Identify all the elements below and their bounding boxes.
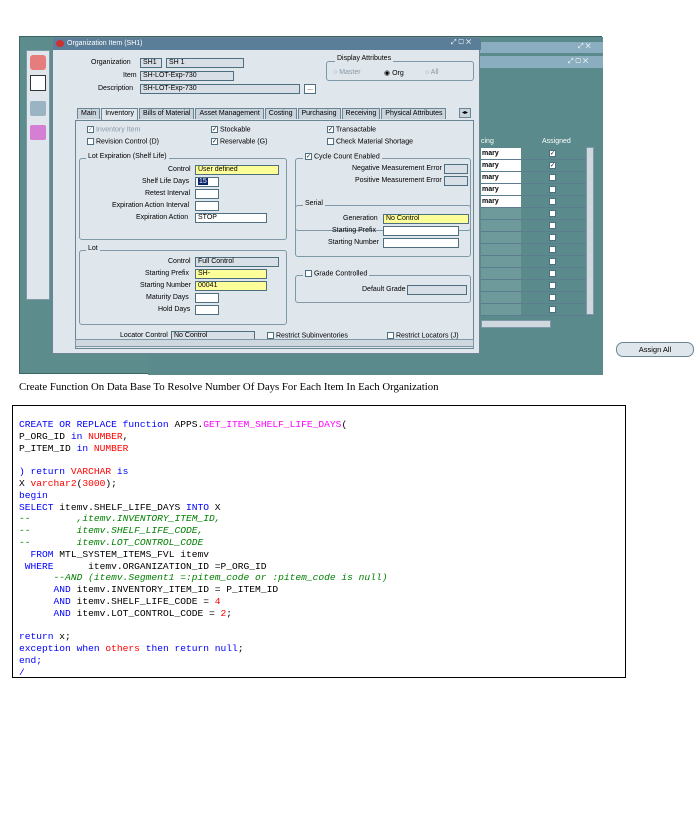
code-line-15 [19,596,221,607]
sql-code-block [12,405,626,678]
expr: itemv.SHELF_LIFE_DAYS [53,501,186,513]
pricing-cell[interactable]: mary [481,172,521,183]
table-row[interactable] [481,256,591,268]
assigned-checkbox[interactable] [549,174,556,181]
cycle-count-checkbox[interactable] [303,153,382,160]
cycle-count-title: Cycle Count Enabled [313,153,380,161]
hold-days-label: Hold Days [158,306,191,313]
stockable-checkbox[interactable] [211,126,251,133]
pricing-cell[interactable] [481,220,521,231]
assigned-checkbox[interactable] [549,198,556,205]
cycle-count-check-icon: ✓ [306,154,312,160]
paren: ( [341,419,348,430]
pricing-cell[interactable] [481,304,521,315]
assigned-checkbox[interactable]: ✓ [550,163,556,169]
shelf-life-days-field[interactable] [195,177,219,187]
assigned-checkbox[interactable] [549,246,556,253]
pricing-cell[interactable]: mary [481,148,521,159]
restrict-subinventories-box [267,332,274,339]
punct: ; [237,643,244,655]
tab-main[interactable]: Main [77,108,100,119]
kw: AND [19,607,71,619]
expr: x; [53,631,71,643]
restrict-locators-box [387,332,394,339]
main-window [52,37,480,354]
locator-control-select[interactable]: No Control [171,331,255,341]
h-scrollbar[interactable] [481,320,551,328]
organization-code-field[interactable]: SH1 [140,58,162,68]
toolbar-icon[interactable] [30,55,46,70]
var: X [19,477,31,489]
bg-window-controls[interactable]: ⤢ ✕ [578,43,591,50]
assigned-checkbox[interactable] [549,258,556,265]
kw: AND [19,595,71,607]
bg-subbar-controls[interactable]: ⤢ ▢ ✕ [568,58,589,65]
code-line-6: begin [19,489,48,501]
code-line-5 [19,478,117,489]
tab-bills-of-material[interactable]: Bills of Material [139,108,194,119]
kw: return [19,631,54,643]
transactable-checkbox[interactable] [327,126,376,133]
reservable-label: Reservable (G) [219,138,268,146]
assigned-checkbox[interactable] [549,306,556,313]
table-row[interactable] [481,232,591,244]
form-h-scrollbar[interactable] [75,339,474,347]
reservable-checkbox[interactable] [211,138,267,145]
number: 3000 [82,477,106,489]
window-title: Organization Item (SH1) [67,40,143,47]
radio-all[interactable]: ○ All [425,69,439,76]
code-line-17 [19,631,71,642]
param: P_ITEM_ID [19,442,77,454]
pricing-cell[interactable] [481,292,521,303]
assigned-checkbox[interactable] [549,222,556,229]
table-row[interactable] [481,268,591,280]
code-line-9: -- itemv.SHELF_LIFE_CODE, [19,525,204,537]
code-line-13: --AND (itemv.Segment1 =:pitem_code or :pitem_code is null) [19,572,388,584]
expiration-action-interval-label: Expiration Action Interval [112,202,190,209]
check-material-shortage-checkbox[interactable] [327,138,413,145]
assigned-checkbox[interactable] [549,282,556,289]
lot-control-select[interactable]: Full Control [195,257,279,267]
pricing-cell[interactable] [481,244,521,255]
restrict-locators-label: Restrict Locators (J) [395,332,459,340]
table-row[interactable] [481,304,591,316]
organization-name-field[interactable]: SH 1 [166,58,244,68]
kw-others: others [105,643,140,655]
shelf-life-days-label: Shelf Life Days [142,178,190,185]
table-row[interactable] [481,292,591,304]
kw: then return null [145,643,238,655]
stockable-check-icon: ✓ [212,127,218,133]
table-row[interactable] [481,244,591,256]
code-line-19: end; [19,654,43,666]
kw: in [76,442,89,454]
tab-receiving[interactable]: Receiving [342,108,381,119]
number: 2 [220,607,227,619]
generation-select[interactable]: No Control [383,214,469,224]
assigned-table [481,148,591,316]
lot-expiration-title: Lot Expiration (Shelf Life) [88,153,167,160]
transactable-label: Transactable [335,126,377,134]
default-grade-field[interactable] [407,285,467,295]
retest-interval-label: Retest Interval [145,190,191,197]
grade-controlled-checkbox[interactable] [303,270,369,277]
check-material-shortage-label: Check Material Shortage [335,138,413,146]
code-line-10: -- itemv.LOT_CONTROL_CODE [19,536,204,548]
lot-starting-number-label: Starting Number [140,282,191,289]
folder-icon[interactable] [30,101,46,116]
le-control-select[interactable]: User defined [195,165,279,175]
table-row[interactable] [481,220,591,232]
tab-scroll-button[interactable]: ◂▸ [459,108,471,118]
kw: return [30,466,66,478]
table-row[interactable] [481,148,591,160]
code-line-12 [19,561,267,572]
stockable-label: Stockable [219,126,251,134]
inventory-item-check-icon: ✓ [88,127,94,133]
check-material-shortage-box [327,138,334,145]
expiration-action-interval-field[interactable] [195,201,219,211]
assigned-checkbox[interactable] [549,270,556,277]
table-scrollbar[interactable] [586,147,594,315]
description-flex-button[interactable]: ... [304,84,316,94]
table-row[interactable] [481,160,591,172]
oracle-form-screenshot [19,36,672,374]
navigator-strip [26,50,50,300]
expr: itemv.INVENTORY_ITEM_ID = P_ITEM_ID [70,584,279,596]
punct: ( [76,477,83,489]
assigned-checkbox[interactable] [549,294,556,301]
type: NUMBER [88,430,123,442]
code-line-11 [19,549,209,560]
code-line-3 [19,443,128,454]
lot-starting-prefix-label: Starting Prefix [145,270,189,277]
locator-control-label: Locator Control [120,332,168,339]
code-line-16 [19,608,232,619]
table-row[interactable] [481,280,591,292]
le-control-label: Control [168,166,191,173]
kw: AND [19,584,71,596]
tab-panel [75,120,474,349]
revision-control-checkbox[interactable] [87,138,159,145]
tab-physical-attributes[interactable]: Physical Attributes [381,108,446,119]
assigned-checkbox[interactable]: ✓ [550,151,556,157]
maturity-days-label: Maturity Days [146,294,189,301]
negative-error-label: Negative Measurement Error [352,165,442,172]
serial-starting-prefix-label: Starting Prefix [332,227,376,234]
table-row[interactable] [481,172,591,184]
type: NUMBER [93,442,129,454]
expr: MTL_SYSTEM_ITEMS_FVL itemv [53,548,209,560]
serial-starting-number-label: Starting Number [328,239,379,246]
display-attributes-title: Display Attributes [337,55,392,62]
pricing-cell[interactable]: mary [481,184,521,195]
type: VARCHAR [70,466,112,478]
expr: X [209,501,221,513]
positive-error-label: Positive Measurement Error [355,177,442,184]
paren: ) [19,466,31,478]
code-line-2 [19,431,128,442]
param: P_ORG_ID [19,430,71,442]
code-line-1 [19,419,347,430]
pricing-cell[interactable] [481,208,521,219]
lot-control-label: Control [168,258,191,265]
revision-control-label: Revision Control (D) [95,138,159,146]
item-label: Item [123,72,137,79]
kw: SELECT [19,501,54,513]
window-controls[interactable]: ⤢ ▢ ✕ [451,39,472,46]
pricing-cell[interactable] [481,256,521,267]
type: varchar2 [30,477,77,489]
pricing-cell[interactable] [481,268,521,279]
table-row[interactable] [481,208,591,220]
kw: CREATE OR REPLACE function [19,419,169,430]
tab-purchasing[interactable]: Purchasing [298,108,341,119]
pricing-header: cing [481,138,494,145]
code-line-18 [19,643,244,654]
attachment-icon[interactable] [30,125,46,140]
description-field[interactable]: SH-LOT-Exp-730 [140,84,300,94]
code-line-14 [19,584,278,595]
tab-asset-management[interactable]: Asset Management [195,108,263,119]
schema: APPS. [174,419,204,430]
radio-master[interactable]: ○ Master [333,69,361,76]
radio-all-label: All [430,69,439,76]
expr: itemv.SHELF_LIFE_CODE = [70,595,215,607]
punct: , [122,430,129,442]
lot-title: Lot [88,245,98,252]
caption: Create Function On Data Base To Resolve Number Of Days For Each Item In Each Organization [19,381,439,393]
pricing-cell[interactable]: mary [481,196,521,207]
kw: INTO [185,501,209,513]
radio-org-label: Org [392,70,404,77]
kw: FROM [19,548,54,560]
kw: exception when [19,643,100,655]
tab-inventory[interactable]: Inventory [101,108,138,120]
code-line-8: -- ,itemv.INVENTORY_ITEM_ID, [19,513,221,525]
assigned-checkbox[interactable] [549,186,556,193]
kw: in [70,430,83,442]
punct: ; [226,607,233,619]
negative-error-field[interactable] [444,164,468,174]
lot-starting-number-field[interactable]: 00041 [195,281,267,291]
table-row[interactable] [481,196,591,208]
serial-starting-prefix-field[interactable] [383,226,459,236]
grade-controlled-title: Grade Controlled [313,270,368,278]
inventory-item-label: Inventory Item [95,126,141,134]
generation-label: Generation [343,215,378,222]
expr: itemv.ORGANIZATION_ID =P_ORG_ID [53,560,267,572]
shelf-life-days-value: 15 [199,178,207,185]
organization-label: Organization [91,59,131,66]
radio-master-label: Master [339,69,361,76]
assign-all-button[interactable]: Assign All [616,342,694,357]
inventory-item-checkbox[interactable] [87,126,140,133]
assigned-checkbox[interactable] [549,234,556,241]
description-label: Description [98,85,134,92]
expiration-action-field[interactable]: STOP [195,213,267,223]
lot-starting-prefix-field[interactable]: SH- [195,269,267,279]
tab-costing[interactable]: Costing [265,108,297,119]
retest-interval-field[interactable] [195,189,219,199]
number: 4 [214,595,221,607]
tab-bar [77,108,446,120]
assigned-header: Assigned [542,138,571,145]
kw: is [116,466,129,478]
item-field[interactable]: SH-LOT-Exp-730 [140,71,234,81]
function-name: GET_ITEM_SHELF_LIFE_DAYS [203,419,342,430]
expiration-action-label: Expiration Action [136,214,189,221]
punct: ); [105,477,117,489]
restrict-subinventories-label: Restrict Subinventories [275,332,348,340]
pricing-cell[interactable]: mary [481,160,521,171]
code-line-4 [19,466,128,477]
document-icon[interactable] [30,75,46,91]
oracle-icon [56,40,64,47]
expr: itemv.LOT_CONTROL_CODE = [70,607,221,619]
maturity-days-field[interactable] [195,293,219,303]
grade-controlled-box [305,270,312,277]
radio-org[interactable]: ◉ Org [384,70,404,77]
transactable-check-icon: ✓ [328,127,334,133]
revision-control-box [87,138,94,145]
serial-starting-number-field[interactable] [383,238,459,248]
kw: WHERE [19,560,54,572]
code-line-20: / [19,666,25,678]
pricing-cell[interactable] [481,232,521,243]
default-grade-label: Default Grade [362,286,406,293]
code-line-7 [19,502,221,513]
hold-days-field[interactable] [195,305,219,315]
positive-error-field[interactable] [444,176,468,186]
reservable-check-icon: ✓ [212,139,218,145]
table-row[interactable] [481,184,591,196]
pricing-cell[interactable] [481,280,521,291]
serial-title: Serial [305,200,323,207]
assigned-checkbox[interactable] [549,210,556,217]
